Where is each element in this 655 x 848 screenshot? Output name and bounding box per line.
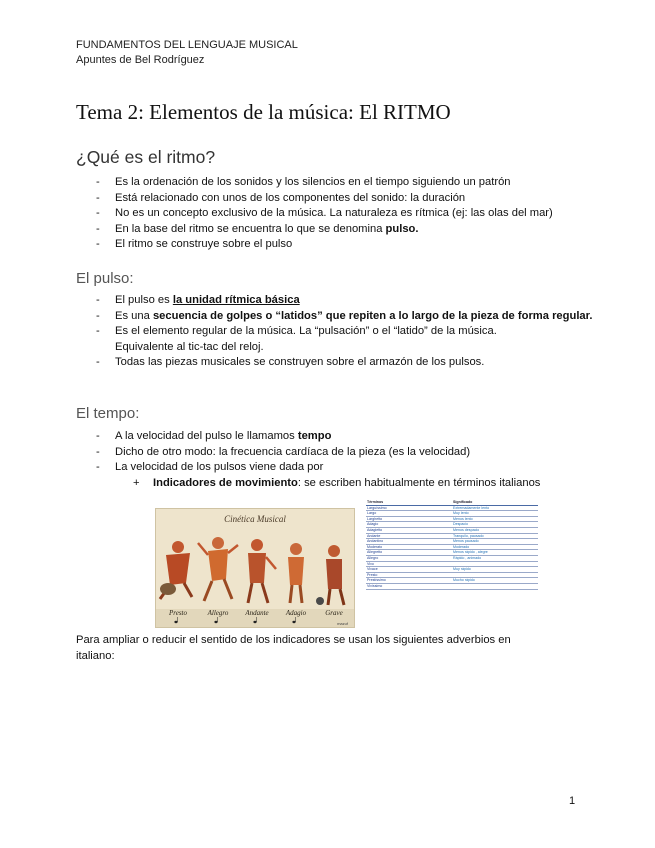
page-title: Tema 2: Elementos de la música: El RITMO <box>76 100 451 124</box>
section-heading-pulso: El pulso: <box>76 270 134 287</box>
table-row: Moderato Moderado <box>366 544 538 550</box>
section-heading-tempo: El tempo: <box>76 405 140 422</box>
table-row: Vivíssimo <box>366 583 538 589</box>
header-course: FUNDAMENTOS DEL LENGUAJE MUSICAL <box>76 39 298 51</box>
list-item: - No es un concepto exclusivo de la música. La naturaleza es rítmica (ej: las olas del mar) <box>96 207 553 219</box>
pulso-list <box>96 293 596 371</box>
table-header: Significado <box>452 500 538 505</box>
figure-title: Cinética Musical <box>224 514 286 524</box>
table-row: Vivo <box>366 561 538 567</box>
list-item: - Es el elemento regular de la música. La “pulsación” o el “latido” de la música. Equivalente al tic-tac del reloj. <box>96 325 497 353</box>
table-row: Andante Tranquilo, pausado <box>366 533 538 539</box>
table-row: Vivace Muy rápido <box>366 567 538 573</box>
table-row: Larghetto Menos lento <box>366 516 538 522</box>
list-item: - Está relacionado con unos de los componentes del sonido: la duración <box>96 191 466 204</box>
table-row: Largo Muy lento <box>366 511 538 517</box>
list-item: - Es la ordenación de los sonidos y los silencios en el tiempo siguiendo un patrón <box>96 176 511 188</box>
table-row: Adagietto Menos despacio <box>366 527 538 533</box>
figure-label-grave: Grave <box>325 609 343 617</box>
closing-paragraph: Para ampliar o reducir el sentido de los indicadores se usan los siguientes adverbios en italiano: <box>76 634 511 662</box>
list-item: - La velocidad de los pulsos viene dada por <box>96 461 324 473</box>
table-row: Allegretto Menos rápido , alegre <box>366 550 538 556</box>
table-row: Andantino Menos pausado <box>366 539 538 545</box>
header-author: Apuntes de Bel Rodríguez <box>76 54 205 66</box>
list-item: - El pulso es la unidad rítmica básica <box>96 294 300 306</box>
list-item: - Dicho de otro modo: la frecuencia cardíaca de la pieza (es la velocidad) <box>96 445 471 458</box>
tempo-terms-table <box>366 500 538 590</box>
list-item: - Es una secuencia de golpes o “latidos” que repiten a lo largo de la pieza de forma regular. <box>96 309 593 322</box>
cinetica-musical-figure <box>155 508 355 628</box>
figure-label-adagio: Adagio <box>285 609 307 617</box>
figure-label-allegro: Allegro <box>207 609 229 617</box>
table-header: Términos <box>366 500 452 505</box>
list-item: - Todas las piezas musicales se construyen sobre el armazón de los pulsos. <box>96 356 485 368</box>
figure-label-andante: Andante <box>245 609 269 617</box>
figure-credit: mazuf <box>337 621 348 626</box>
table-row: Adagio Despacio <box>366 522 538 528</box>
table-row: Allegro Rápido , animado <box>366 555 538 561</box>
list-item: - En la base del ritmo se encuentra lo que se denomina pulso. <box>96 222 419 235</box>
section-heading-ritmo: ¿Qué es el ritmo? <box>76 147 216 167</box>
page-number: 1 <box>569 795 576 807</box>
table-row: Presto <box>366 572 538 578</box>
tempo-list <box>96 429 596 476</box>
list-item: - El ritmo se construye sobre el pulso <box>96 238 293 250</box>
list-item: - A la velocidad del pulso le llamamos tempo <box>96 430 332 442</box>
table-row: Larguíssimo Extremadamente lento <box>366 505 538 511</box>
cinetica-illustration <box>156 509 354 627</box>
table-row: Prestíssimo Mucho rápido <box>366 578 538 584</box>
figure-label-presto: Presto <box>168 609 188 617</box>
ritmo-list <box>96 175 596 253</box>
